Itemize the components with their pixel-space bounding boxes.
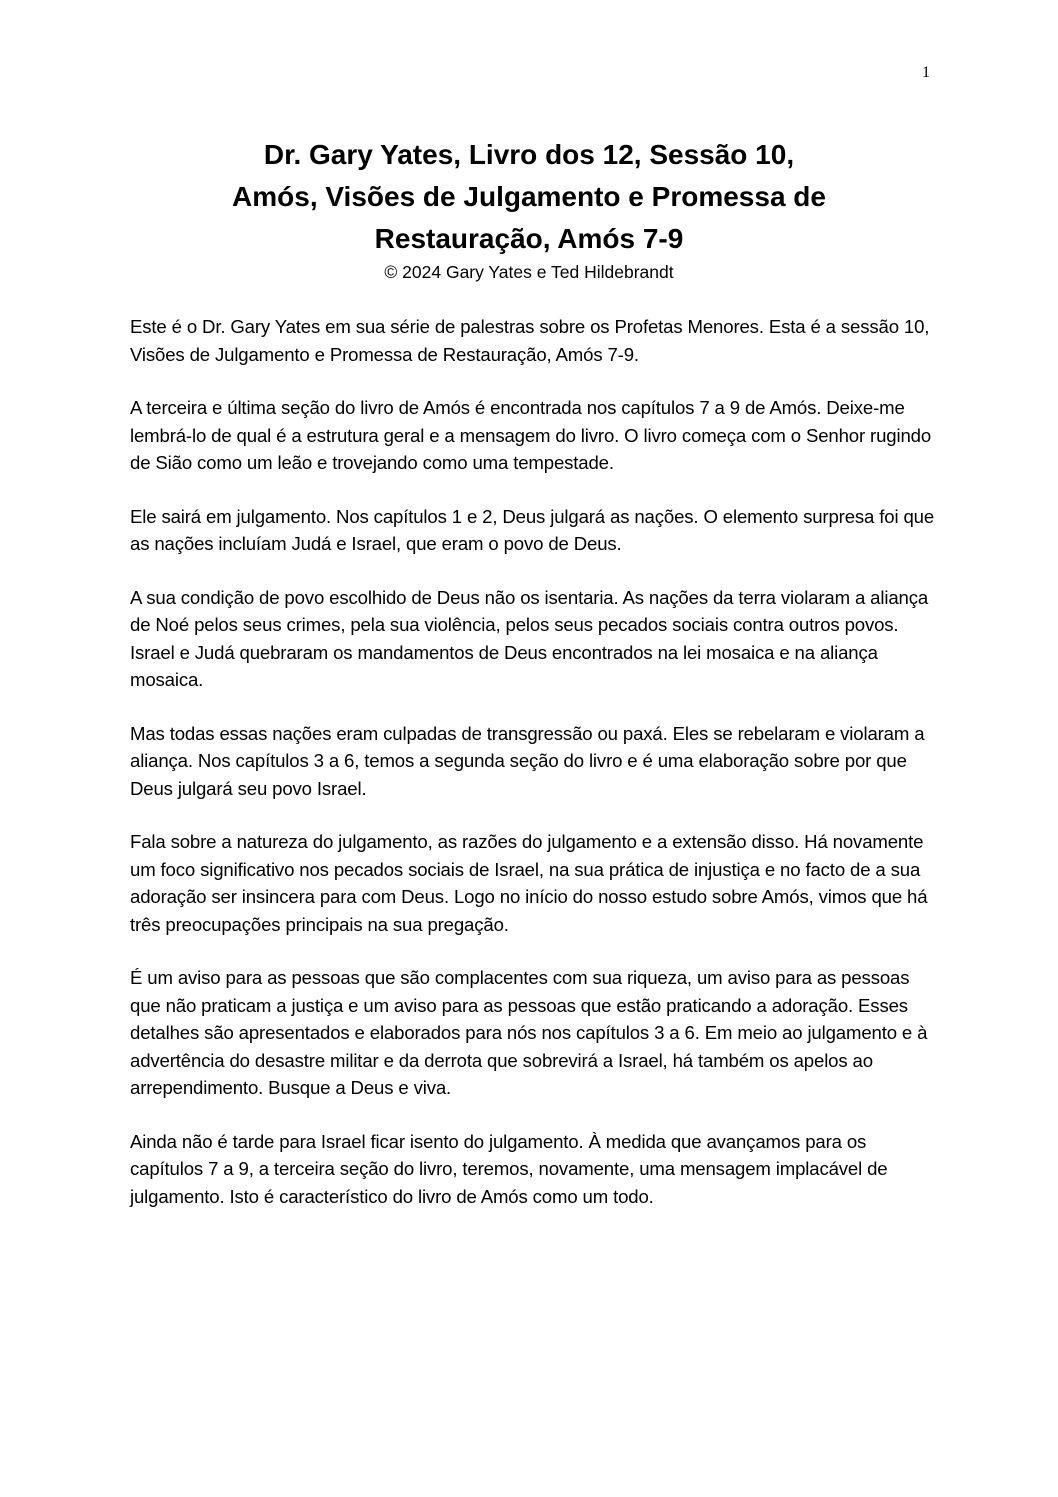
title-line-1: Dr. Gary Yates, Livro dos 12, Sessão 10, xyxy=(263,139,795,170)
paragraph-5: Mas todas essas nações eram culpadas de transgressão ou paxá. Eles se rebelaram e violaram a aliança. Nos capítulos 3 a 6, temos a segunda seção do livro e é uma elaboração sobre por que Deus julgará seu povo Israel. xyxy=(130,722,925,799)
paragraph-6: Fala sobre a natureza do julgamento, as razões do julgamento e a extensão disso. Há novamente um foco significativo nos pecados sociais de Israel, na sua prática de injustiça e no facto de a sua adoração ser insincera para com Deus. Logo no início do nosso estudo sobre Amós, vimos que há três preocupações principais na sua pregação. xyxy=(130,831,928,935)
paragraph-1: Este é o Dr. Gary Yates em sua série de palestras sobre os Profetas Menores. Esta é a sessão 10, Visões de Julgamento e Promessa de Restauração, Amós 7-9. xyxy=(130,316,930,365)
title-block xyxy=(130,134,928,284)
paragraph-3: Ele sairá em julgamento. Nos capítulos 1 e 2, Deus julgará as nações. O elemento surpresa foi que as nações incluíam Judá e Israel, que eram o povo de Deus. xyxy=(130,505,935,554)
paragraph-2: A terceira e última seção do livro de Amós é encontrada nos capítulos 7 a 9 de Amós. Deixe-me lembrá-lo de qual é a estrutura geral e a mensagem do livro. O livro começa com o Senhor rugindo de Sião como um leão e trovejando como uma tempestade. xyxy=(130,397,932,473)
title-line-2: Amós, Visões de Julgamento e Promessa de xyxy=(232,181,826,212)
copyright-line: © 2024 Gary Yates e Ted Hildebrandt xyxy=(384,262,674,282)
document-body xyxy=(130,313,935,1236)
page-number: 1 xyxy=(922,64,930,81)
title-line-3: Restauração, Amós 7-9 xyxy=(374,223,684,254)
paragraph-4: A sua condição de povo escolhido de Deus não os isentaria. As nações da terra violaram a aliança de Noé pelos seus crimes, pela sua violência, pelos seus pecados sociais contra outros povos. Israel e Judá quebraram os mandamentos de Deus encontrados na lei mosaica e na aliança mosaica. xyxy=(130,586,929,690)
paragraph-7: É um aviso para as pessoas que são complacentes com sua riqueza, um aviso para as pessoas que não praticam a justiça e um aviso para as pessoas que estão praticando a adoração. Esses detalhes são apresentados e elaborados para nós nos capítulos 3 a 6. Em meio ao julgamento e à advertência do desastre militar e da derrota que sobrevirá a Israel, há também os apelos ao arrependimento. Busque a Deus e viva. xyxy=(130,967,928,1098)
paragraph-8: Ainda não é tarde para Israel ficar isento do julgamento. À medida que avançamos para os capítulos 7 a 9, a terceira seção do livro, teremos, novamente, uma mensagem implacável de julgamento. Isto é característico do livro de Amós como um todo. xyxy=(130,1130,888,1207)
